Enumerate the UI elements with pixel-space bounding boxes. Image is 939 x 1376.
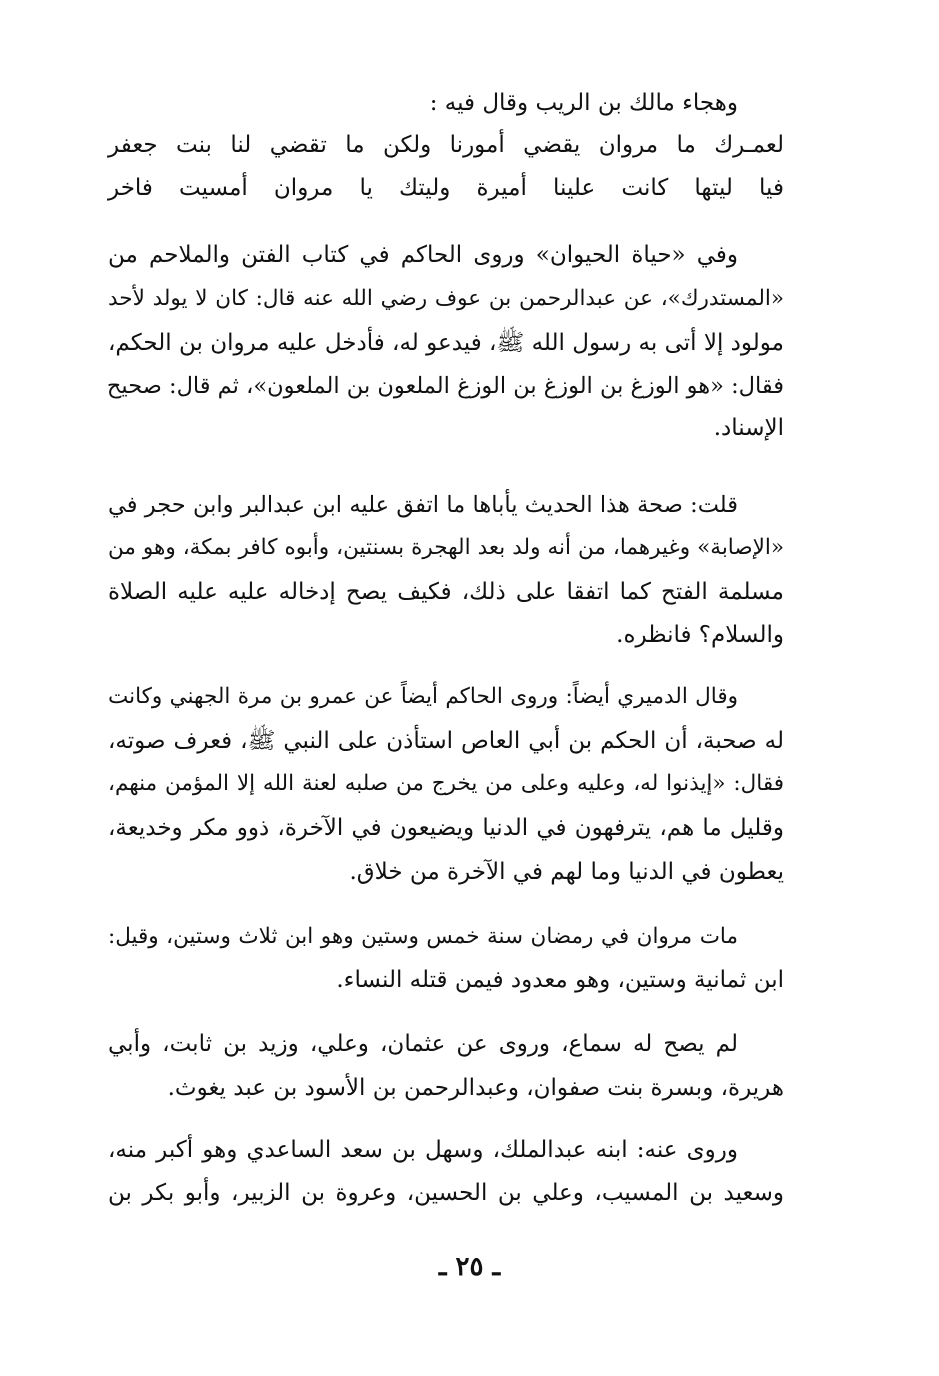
text-line: قلت: صحة هذا الحديث يأباها ما اتفق عليه ابن عبدالبر وابن حجر في <box>108 492 738 518</box>
text-line: «المستدرك»، عن عبدالرحمن بن عوف رضي الله عنه قال: كان لا يولد لأحد <box>108 286 784 311</box>
text-line: فقال: «هو الوزغ بن الوزغ بن الوزغ الملعون بن الملعون»، ثم قال: صحيح <box>106 373 784 399</box>
text-line: الإسناد. <box>713 415 784 441</box>
poem-verse: فيا ليتها كانت علينا أميرة وليتك يا مروان أمسيت فاخر <box>108 175 784 201</box>
text-line: والسلام؟ فانظره. <box>616 622 784 648</box>
text-line: وسعيد بن المسيب، وعلي بن الحسين، وعروة بن الزبير، وأبو بكر بن <box>108 1180 784 1206</box>
text-line: وقليل ما هم، يترفهون في الدنيا ويضيعون في الآخرة، ذوو مكر وخديعة، <box>108 815 784 841</box>
page-number: ـ ٢٥ ـ <box>438 1252 501 1282</box>
text-line: «الإصابة» وغيرهما، من أنه ولد بعد الهجرة بسنتين، وأبوه كافر بمكة، وهو من <box>108 535 784 560</box>
text-line: هريرة، وبسرة بنت صفوان، وعبدالرحمن بن الأسود بن عبد يغوث. <box>167 1075 784 1101</box>
text-line: مولود إلا أتى به رسول الله ﷺ، فيدعو له، فأدخل عليه مروان بن الحكم، <box>108 330 784 356</box>
page-body <box>108 80 784 1300</box>
text-line: مسلمة الفتح كما اتفقا على ذلك، فكيف يصح إدخاله عليه عليه الصلاة <box>108 579 784 605</box>
text-line: لم يصح له سماع، وروى عن عثمان، وعلي، وزيد بن ثابت، وأبي <box>108 1031 738 1057</box>
text-line: وروى عنه: ابنه عبدالملك، وسهل بن سعد الساعدي وهو أكبر منه، <box>108 1137 738 1163</box>
text-line: ابن ثمانية وستين، وهو معدود فيمن قتله النساء. <box>336 967 784 993</box>
text-line: وفي «حياة الحيوان» وروى الحاكم في كتاب الفتن والملاحم من <box>108 242 738 268</box>
text-line: وقال الدميري أيضاً: وروى الحاكم أيضاً عن عمرو بن مرة الجهني وكانت <box>108 684 738 709</box>
poem-verse: لعمـرك ما مروان يقضي أمورنا ولكن ما تقضي لنا بنت جعفر <box>108 132 784 158</box>
text-line: مات مروان في رمضان سنة خمس وستين وهو ابن ثلاث وستين، وقيل: <box>108 924 738 949</box>
text-line: يعطون في الدنيا وما لهم في الآخرة من خلاق. <box>349 859 784 885</box>
text-line: فقال: «إيذنوا له، وعليه وعلى من يخرج من صلبه لعنة الله إلا المؤمن منهم، <box>108 771 784 796</box>
text-line: له صحبة، أن الحكم بن أبي العاص استأذن على النبي ﷺ، فعرف صوته، <box>108 728 784 754</box>
intro-line: وهجاء مالك بن الريب وقال فيه : <box>429 90 738 116</box>
